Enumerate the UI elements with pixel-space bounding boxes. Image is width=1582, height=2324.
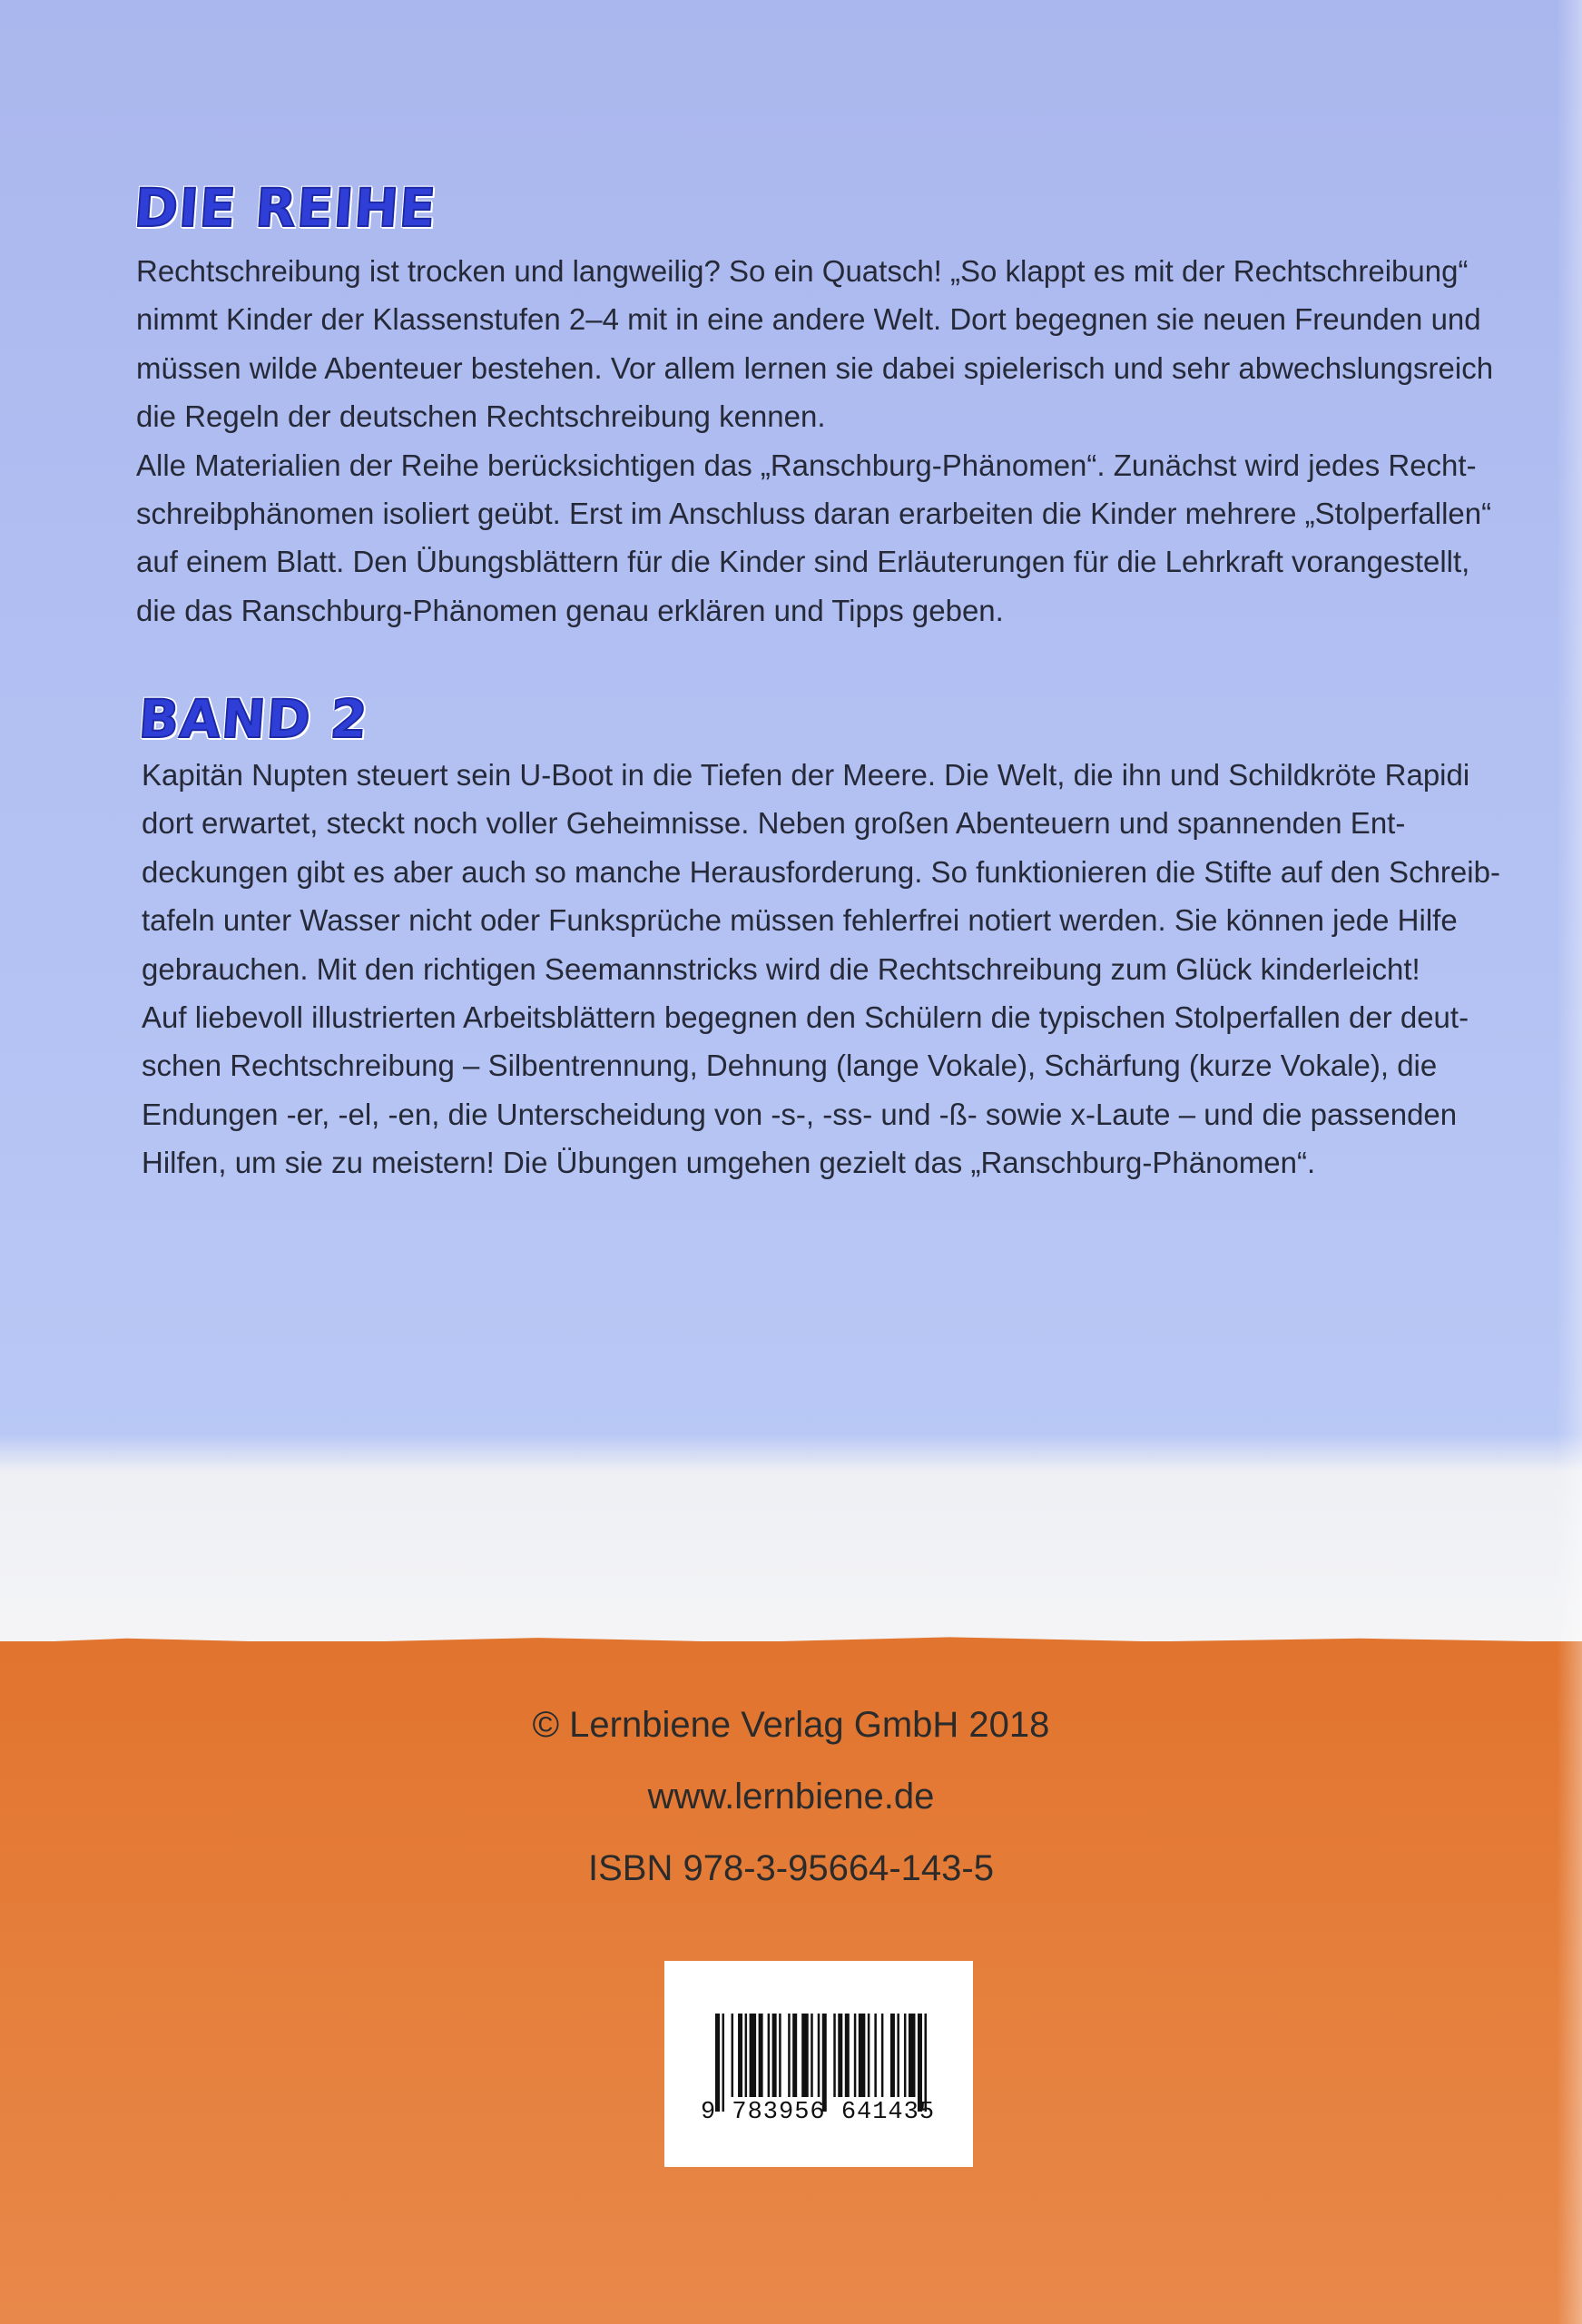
copyright-notice: © Lernbiene Verlag GmbH 2018 (532, 1705, 1050, 1745)
barcode-label (664, 1961, 973, 2167)
text-line: Hilfen, um sie zu meistern! Die Übungen umgehen gezielt das „Ranschburg-Phänomen“. (142, 1146, 1316, 1180)
text-line: tafeln unter Wasser nicht oder Funksprüche müssen fehlerfrei notiert werden. Sie können jede Hilfe (142, 903, 1458, 938)
text-line: Endungen -er, -el, -en, die Unterscheidung von -s-, -ss- und -ß- sowie x-Laute – und die passenden (142, 1097, 1458, 1131)
text-line: auf einem Blatt. Den Übungsblättern für die Kinder sind Erläuterungen für die Lehrkraft vorangestellt, (136, 545, 1470, 579)
text-line: gebrauchen. Mit den richtigen Seemannstricks wird die Rechtschreibung zum Glück kinderleicht! (142, 951, 1420, 986)
barcode-digits: 9 783956 641435 (701, 2099, 936, 2126)
white-band (0, 1434, 1582, 1652)
band-2-heading: BAND 2 (136, 688, 370, 750)
publisher-website: www.lernbiene.de (647, 1777, 935, 1817)
text-line: dort erwartet, steckt noch voller Geheimnisse. Neben großen Abenteuern und spannenden Ent- (142, 806, 1406, 841)
text-line: schreibphänomen isoliert geübt. Erst im Anschluss daran erarbeiten die Kinder mehrere „Stolperfallen“ (136, 497, 1492, 531)
text-line: Rechtschreibung ist trocken und langweilig? So ein Quatsch! „So klappt es mit der Rechtschreibung“ (136, 254, 1469, 288)
band-2-text (142, 751, 1500, 1187)
text-line: Auf liebevoll illustrierten Arbeitsblättern begegnen den Schülern die typischen Stolperfallen der deut- (142, 1000, 1469, 1035)
text-line: nimmt Kinder der Klassenstufen 2–4 mit in eine andere Welt. Dort begegnen sie neuen Freunden und (136, 302, 1481, 337)
die-reihe-heading: DIE REIHE (132, 177, 438, 239)
text-line: die Regeln der deutschen Rechtschreibung kennen. (136, 399, 826, 434)
text-line: Alle Materialien der Reihe berücksichtigen das „Ranschburg-Phänomen“. Zunächst wird jedes Recht- (136, 448, 1477, 482)
text-line: deckungen gibt es aber auch so manche Herausforderung. So funktionieren die Stifte auf den Schreib- (142, 854, 1500, 889)
text-line: müssen wilde Abenteuer bestehen. Vor allem lernen sie dabei spielerisch und sehr abwechslungsreich (136, 350, 1494, 385)
publisher-imprint (0, 1698, 1582, 1913)
barcode-icon (715, 2014, 931, 2112)
text-line: die das Ranschburg-Phänomen genau erklären und Tipps geben. (136, 593, 1004, 627)
text-line: schen Rechtschreibung – Silbentrennung, Dehnung (lange Vokale), Schärfung (kurze Vokale), die (142, 1049, 1438, 1083)
die-reihe-text (136, 247, 1494, 635)
isbn-number: ISBN 978-3-95664-143-5 (588, 1848, 994, 1888)
text-line: Kapitän Nupten steuert sein U-Boot in die Tiefen der Meere. Die Welt, die ihn und Schildkröte Rapidi (142, 758, 1470, 792)
cover-edge-highlight (1557, 0, 1582, 2324)
